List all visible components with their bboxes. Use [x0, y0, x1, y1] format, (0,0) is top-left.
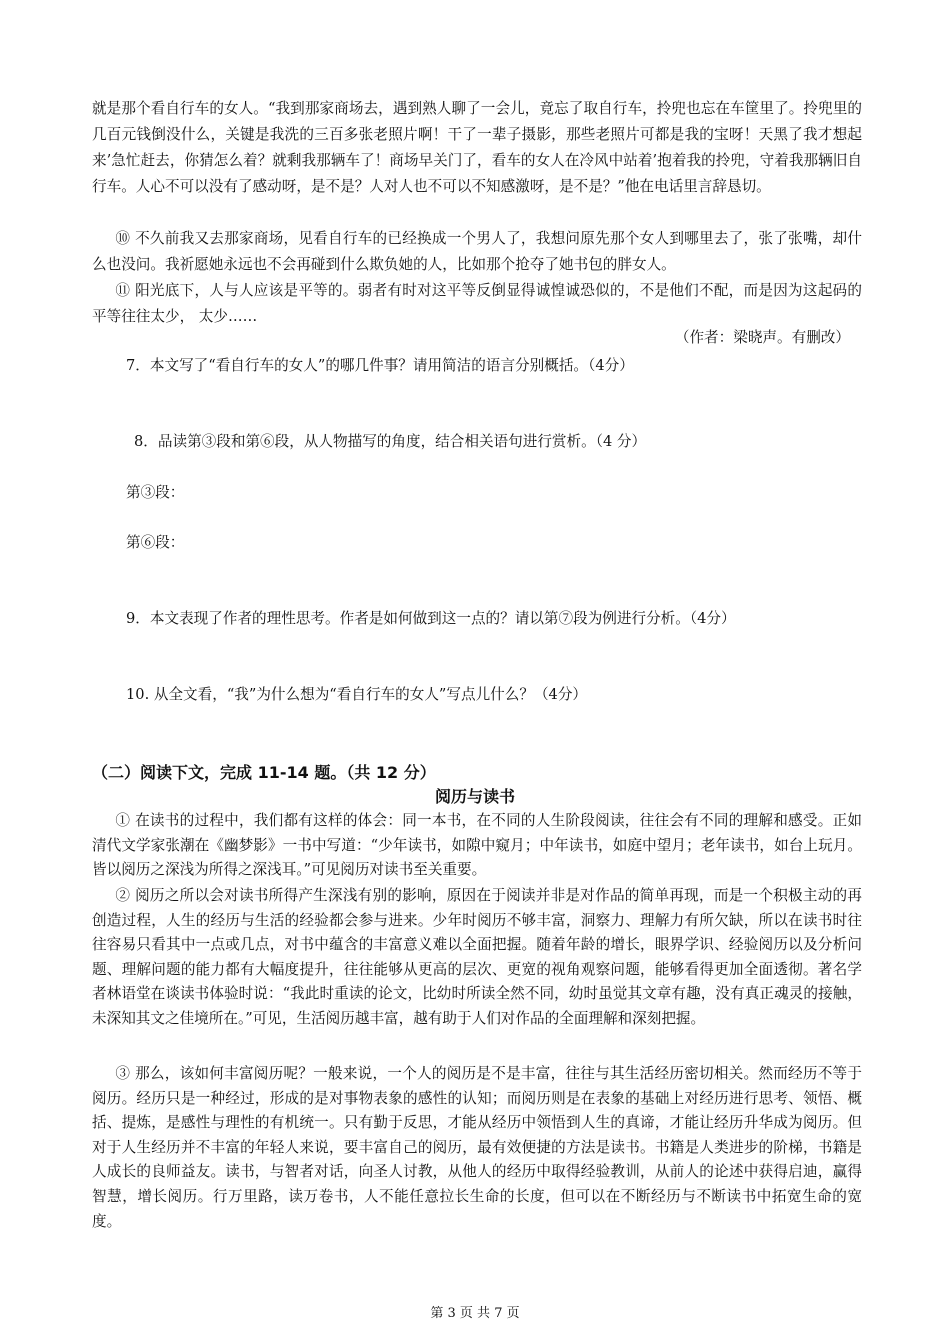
author-note: （作者：梁晓声。有删改） — [674, 329, 850, 346]
passage-paragraph-10: ⑩ 不久前我又去那家商场，见看自行车的已经换成一个男人了，我想问原先那个女人到哪里去了，张了张嘴，却什么也没问。我祈愿她永远也不会再碰到什么欺负她的人，比如那个抢夺了她书包的胖女人。 — [92, 230, 862, 273]
article-paragraph-1: ① 在读书的过程中，我们都有这样的体会：同一本书，在不同的人生阶段阅读，往往会有不同的理解和感受。正如清代文学家张潮在《幽梦影》一书中写道：“少年读书，如隙中窥月；中年读书，如庭中望月；老年读书，如台上玩月。皆以阅历之深浅为所得之深浅耳。”可见阅历对读书至关重要。 — [92, 812, 862, 879]
question-8-part-a: 第③段： — [126, 484, 185, 501]
question-8: 8．品读第③段和第⑥段，从人物描写的角度，结合相关语句进行赏析。（4 分） — [134, 433, 647, 450]
section-heading: （二）阅读下文，完成 11-14 题。（共 12 分） — [92, 763, 436, 782]
question-8-part-b: 第⑥段： — [126, 534, 185, 551]
question-10: 10. 从全文看，“我”为什么想为“看自行车的女人”写点儿什么？（4分） — [126, 686, 588, 703]
article-title: 阅历与读书 — [434, 787, 515, 806]
passage-paragraph-continued: 就是那个看自行车的女人。“我到那家商场去，遇到熟人聊了一会儿，竟忘了取自行车，拎兜也忘在车筐里了。拎兜里的几百元钱倒没什么，关键是我洗的三百多张老照片啊！干了一辈子摄影，那些老照片可都是我的宝呀！天黑了我才想起来’急忙赶去，你猜怎么着？就剩我那辆车了！商场早关门了，看车的女人在冷风中站着’抱着我的拎兜，守着我那辆旧自行车。人心不可以没有了感动呀，是不是？人对人也不可以不知感激呀，是不是？”他在电话里言辞恳切。 — [92, 100, 862, 195]
article-paragraph-3: ③ 那么，该如何丰富阅历呢？一般来说，一个人的阅历是不是丰富，往往与其生活经历密切相关。然而经历不等于阅历。经历只是一种经过，形成的是对事物表象的感性的认知；而阅历则是在表象的基础上对经历进行思考、领悟、概括、提炼，是感性与理性的有机统一。只有勤于反思，才能从经历中领悟到人生的真谛，才能让经历升华成为阅历。但对于人生经历并不丰富的年轻人来说，要丰富自己的阅历，最有效便捷的方法是读书。书籍是人类进步的阶梯，书籍是人成长的良师益友。读书，与智者对话，向圣人讨教，从他人的经历中取得经验教训，从前人的论述中获得启迪，赢得智慧，增长阅历。行万里路，读万卷书，人不能任意拉长生命的长度，但可以在不断经历与不断读书中拓宽生命的宽度。 — [92, 1065, 862, 1230]
article-paragraph-2: ② 阅历之所以会对读书所得产生深浅有别的影响，原因在于阅读并非是对作品的简单再现，而是一个积极主动的再创造过程，人生的经历与生活的经验都会参与进来。少年时阅历不够丰富，洞察力、理解力有所欠缺，所以在读书时往往容易只看其中一点或几点，对书中蕴含的丰富意义难以全面把握。随着年龄的增长，眼界学识、经验阅历以及分析问题、理解问题的能力都有大幅度提升，往往能够从更高的层次、更宽的视角观察问题，能够看得更加全面透彻。著名学者林语堂在谈读书体验时说：“我此时重读的论文，比幼时所读全然不同，幼时虽觉其文章有趣，没有真正魂灵的接触，未深知其文之佳境所在。”可见，生活阅历越丰富，越有助于人们对作品的全面理解和深刻把握。 — [92, 887, 862, 1027]
page-footer: 第 3 页 共 7 页 — [430, 1306, 520, 1321]
question-7: 7．本文写了“看自行车的女人”的哪几件事？请用简洁的语言分别概括。（4分） — [126, 357, 634, 374]
question-9: 9．本文表现了作者的理性思考。作者是如何做到这一点的？请以第⑦段为例进行分析。（4分） — [126, 610, 736, 627]
passage-paragraph-11: ⑪ 阳光底下，人与人应该是平等的。弱者有时对这平等反倒显得诚惶诚恐似的，不是他们不配，而是因为这起码的平等往往太少， 太少…… — [92, 282, 862, 325]
